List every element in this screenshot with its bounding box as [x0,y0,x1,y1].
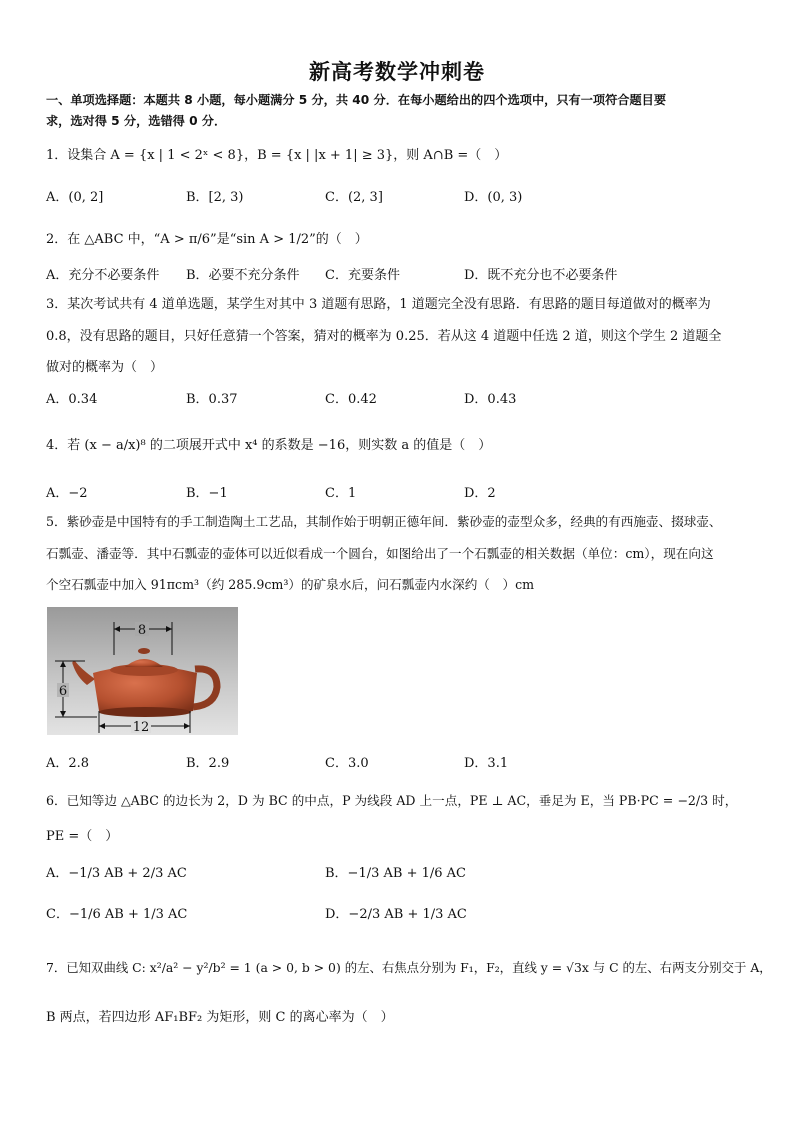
section-heading-line1: 一、单项选择题：本题共 8 小题，每小题满分 5 分，共 40 分．在每小题给出的四个选项中，只有一项符合题目要 [46,93,667,107]
q6-option-a: A．−1/3 AB + 2/3 AC [46,866,187,881]
q4-option-b: B．−1 [186,486,228,501]
q3-option-b: B．0.37 [186,392,238,407]
q2-option-d: D．既不充分也不必要条件 [464,268,618,283]
q5-option-a: A．2.8 [46,756,90,771]
q4-option-a: A．−2 [46,486,88,501]
q2-stem: 2．在 △ABC 中，“A > π/6”是“sin A > 1/2”的（ ） [46,232,368,247]
q6-option-b: B．−1/3 AB + 1/6 AC [325,866,466,881]
q1-option-d: D．(0, 3) [464,190,523,205]
q5-stem-line3: 个空石瓢壶中加入 91πcm³（约 285.9cm³）的矿泉水后，问石瓢壶内水深约（ ）cm [46,577,535,592]
teapot-illustration [47,607,238,735]
q3-stem-line3: 做对的概率为（ ） [46,360,164,375]
q3-stem-line2: 0.8，没有思路的题目，只好任意猜一个答案，猜对的概率为 0.25．若从这 4 道题中任选 2 道，则这个学生 2 道题全 [46,328,722,344]
figure-label-top: 8 [137,623,147,638]
q3-option-a: A．0.34 [46,392,98,407]
page-title: 新高考数学冲刺卷 [309,60,485,84]
q4-option-c: C．1 [325,486,357,501]
q1-stem: 1．设集合 A = {x | 1 < 2ˣ < 8}，B = {x | |x + 1| ≥ 3}，则 A∩B =（ ） [46,148,508,163]
q5-option-b: B．2.9 [186,756,230,771]
q7-stem-line1: 7．已知双曲线 C: x²/a² − y²/b² = 1 (a > 0, b > 0) 的左、右焦点分别为 F₁，F₂，直线 y = √3x 与 C 的左、右两支分别交于 A， [46,960,772,975]
q1-option-c: C．(2, 3] [325,190,383,205]
figure-label-bottom: 12 [132,720,150,735]
q1-option-b: B．[2, 3) [186,190,244,205]
q5-option-c: C．3.0 [325,756,369,771]
q2-option-a: A．充分不必要条件 [46,268,160,283]
q7-stem-line2: B 两点，若四边形 AF₁BF₂ 为矩形，则 C 的离心率为（ ） [46,1010,394,1025]
section-heading [46,90,754,132]
q3-option-c: C．0.42 [325,392,377,407]
q6-stem-line2: PE =（ ） [46,829,119,844]
q6-option-c: C．−1/6 AB + 1/3 AC [46,907,188,922]
q5-option-d: D．3.1 [464,756,509,771]
q5-stem-line2: 石瓢壶、潘壶等．其中石瓢壶的壶体可以近似看成一个圆台，如图给出了一个石瓢壶的相关数据（单位：cm），现在向这 [46,545,714,561]
q1-option-a: A．(0, 2] [46,190,104,205]
q3-stem [46,289,751,384]
teapot-figure [47,607,238,735]
q4-option-d: D．2 [464,486,496,501]
q6-option-d: D．−2/3 AB + 1/3 AC [325,907,467,922]
q5-stem [46,506,751,601]
section-heading-line2: 求，选对得 5 分，选错得 0 分． [46,114,227,128]
q3-stem-line1: 3．某次考试共有 4 道单选题，某学生对其中 3 道题有思路，1 道题完全没有思路．有思路的题目每道做对的概率为 [46,297,711,312]
q6-stem-line1: 6．已知等边 △ABC 的边长为 2，D 为 BC 的中点，P 为线段 AD 上一点，PE ⊥ AC，垂足为 E，当 PB·PC = −2/3 时， [46,793,738,808]
q4-stem: 4．若 (x − a/x)⁸ 的二项展开式中 x⁴ 的系数是 −16，则实数 a 的值是（ ） [46,438,492,453]
q2-option-c: C．充要条件 [325,268,400,283]
q5-stem-line1: 5．紫砂壶是中国特有的手工制造陶土工艺品，其制作始于明朝正德年间．紫砂壶的壶型众多，经典的有西施壶、掇球壶、 [46,514,722,529]
figure-label-height: 6 [58,684,68,699]
q3-option-d: D．0.43 [464,392,517,407]
q2-option-b: B．必要不充分条件 [186,268,300,283]
